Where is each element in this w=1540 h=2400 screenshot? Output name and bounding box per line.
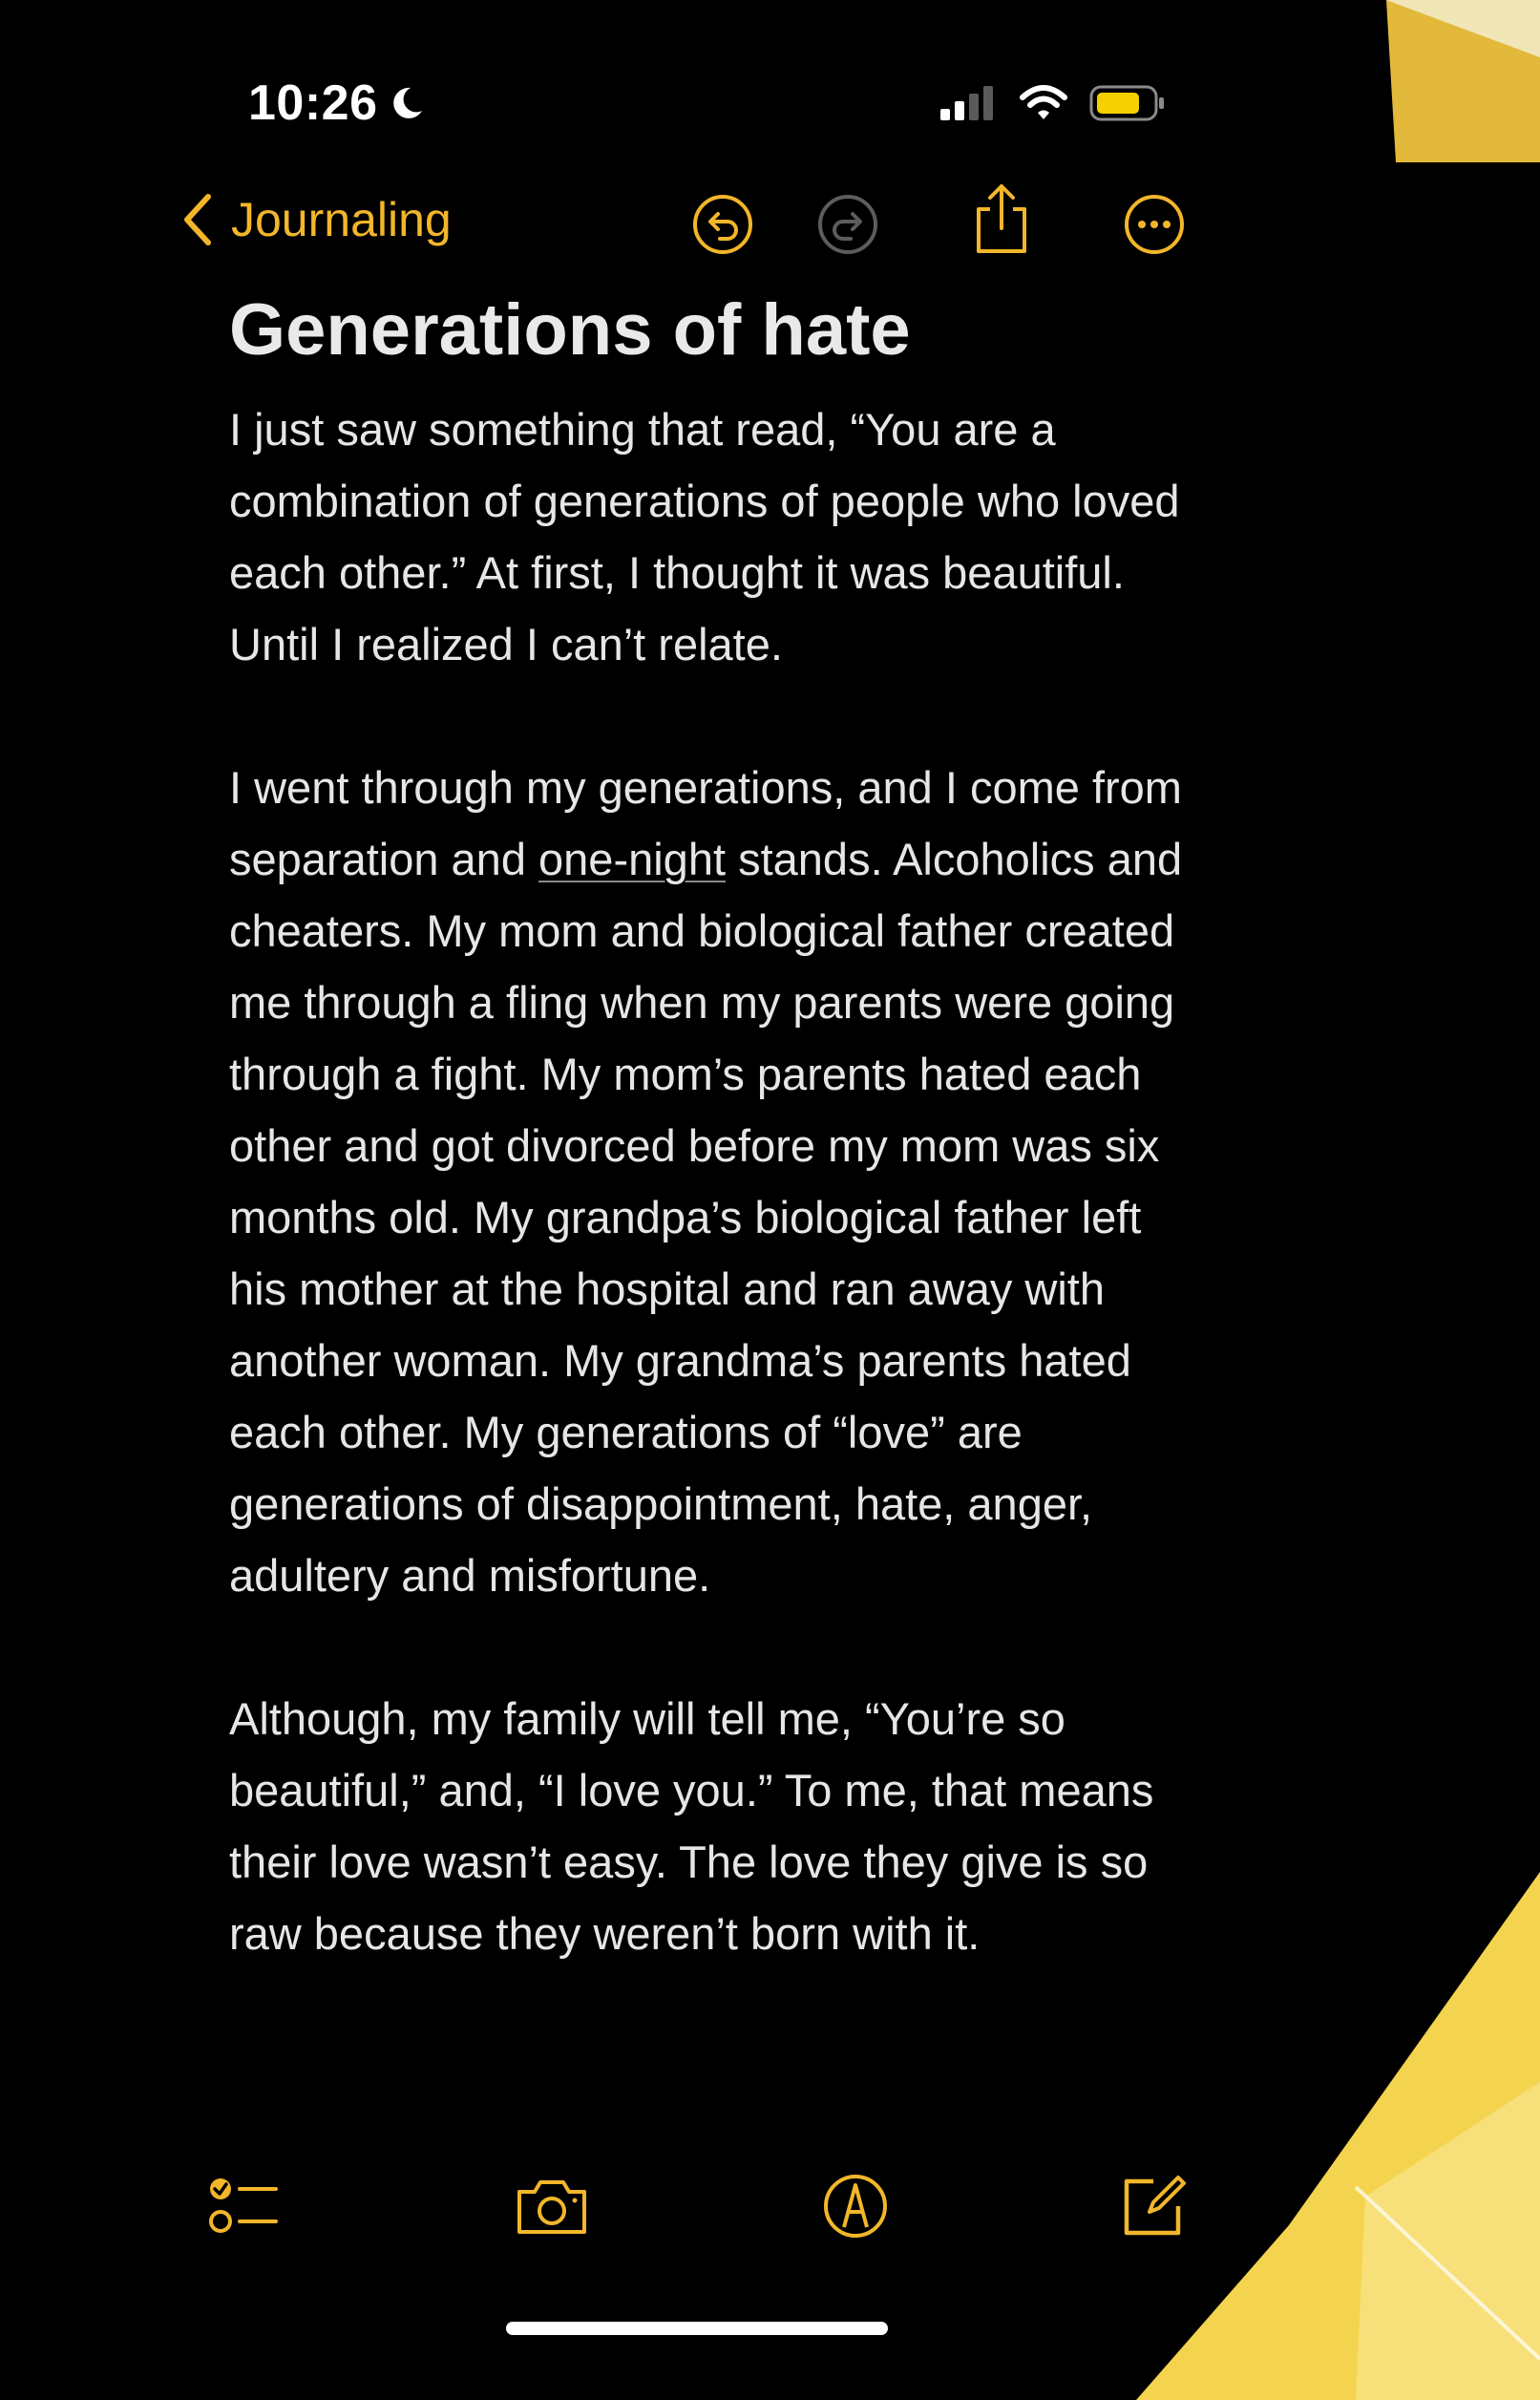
status-time xyxy=(248,74,426,132)
moon-icon xyxy=(388,84,426,122)
undo-icon xyxy=(691,193,754,256)
wifi-icon xyxy=(1019,84,1068,122)
share-icon xyxy=(971,182,1032,255)
chevron-left-icon xyxy=(178,191,216,248)
note-paragraph-3: Although, my family will tell me, “You’re so beautiful,” and, “I love you.” To me, that means their love wasn’t easy. The love they give is so raw because they weren’t born with it. xyxy=(229,1693,1154,1959)
camera-icon xyxy=(514,2173,590,2240)
compose-icon xyxy=(1117,2170,1190,2242)
note-paragraph-2-end: stands. Alcoholics and cheaters. My mom and biological father created me through a fling when my parents were going through a fight. My mom’s parents hated each other and got divorced before my mom was six months old. My grandpa’s biological father left his mother at the hospital and ran away with another woman. My grandma’s parents hated each other. My generations of “love” are generations of disappointment, hate, anger, adultery and misfortune. xyxy=(229,834,1183,1601)
battery-icon xyxy=(1089,84,1166,122)
note-paragraph-2-start: I went through my generations, and I come from separation and xyxy=(229,762,1182,884)
note-paragraph-2 xyxy=(229,752,1193,1611)
markup-icon xyxy=(821,2172,890,2241)
note-body[interactable] xyxy=(229,393,1193,1969)
markup-button[interactable] xyxy=(817,2168,894,2244)
camera-button[interactable] xyxy=(514,2168,590,2244)
checklist-button[interactable] xyxy=(205,2168,282,2244)
more-icon xyxy=(1123,193,1186,256)
note-paragraph-1: I just saw something that read, “You are a combination of generations of people who loved each other.” At first, I thought it was beautiful. Until I realized I can’t relate. xyxy=(229,404,1180,669)
underlined-word[interactable]: one-night xyxy=(538,834,727,884)
back-button[interactable] xyxy=(178,191,452,248)
status-time-text: 10:26 xyxy=(248,75,378,131)
checklist-icon xyxy=(207,2170,280,2242)
share-button[interactable] xyxy=(968,185,1035,252)
undo-button[interactable] xyxy=(689,191,756,258)
redo-button[interactable] xyxy=(814,191,881,258)
redo-icon xyxy=(816,193,879,256)
status-icons xyxy=(940,84,1166,122)
cellular-signal-icon xyxy=(940,84,998,122)
note-title[interactable]: Generations of hate xyxy=(229,289,911,371)
compose-button[interactable] xyxy=(1115,2168,1192,2244)
home-indicator[interactable] xyxy=(506,2322,888,2335)
more-button[interactable] xyxy=(1121,191,1188,258)
back-button-label: Journaling xyxy=(231,193,452,246)
